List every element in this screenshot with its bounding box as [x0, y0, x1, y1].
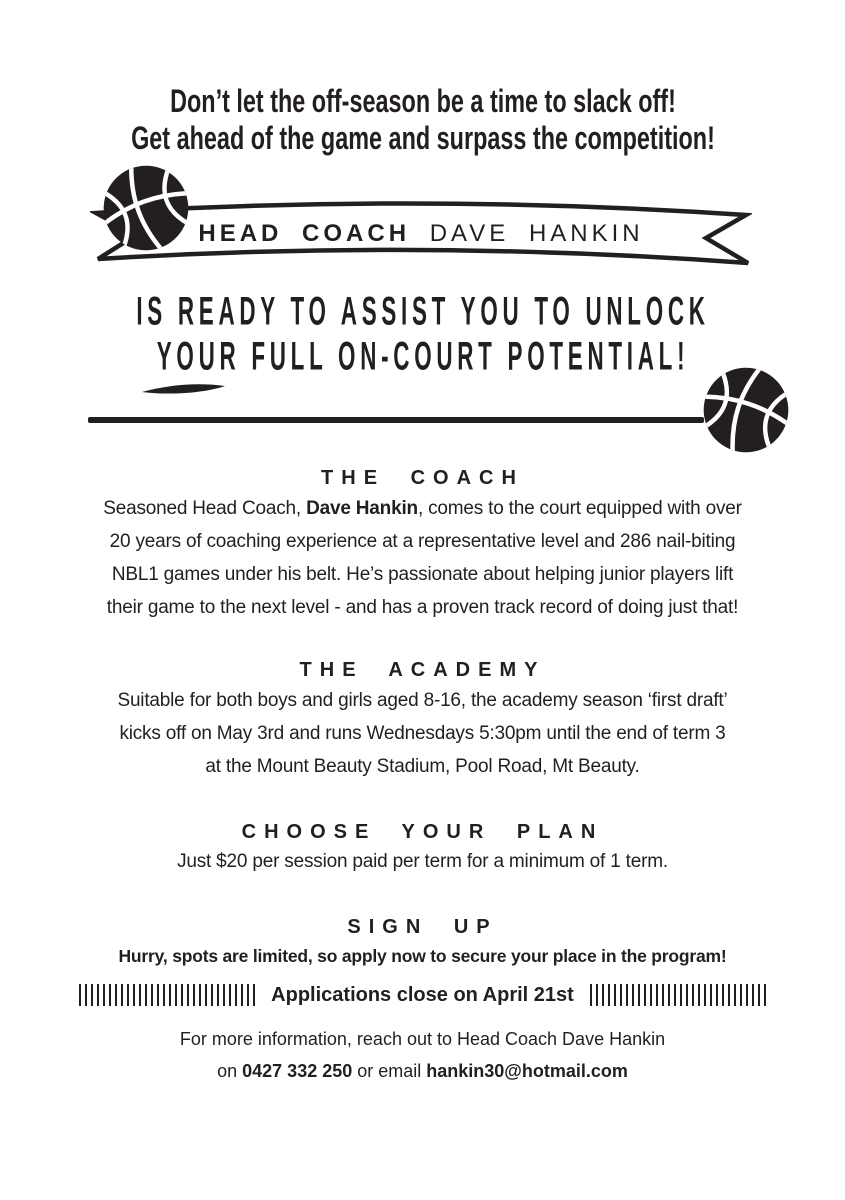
plan-paragraph [0, 845, 845, 878]
signup-urgency-line: Hurry, spots are limited, so apply now to secure your place in the program! [118, 946, 727, 966]
basketball-icon [701, 365, 791, 455]
hero-line-2: YOUR FULL ON-COURT POTENTIAL! [156, 335, 689, 379]
body-line: their game to the next level - and has a proven track record of doing just that! [106, 597, 739, 618]
body-line: kicks off on May 3rd and runs Wednesdays 5:30pm until the end of term 3 [119, 723, 726, 744]
section-heading-plan: CHOOSE YOUR PLAN [241, 821, 604, 843]
headline-line-1: Don’t let the off-season be a time to slack off! [169, 84, 676, 120]
hero-line-1: IS READY TO ASSIST YOU TO UNLOCK [135, 290, 710, 334]
coach-name-bold: Dave Hankin [306, 498, 418, 519]
email-address: hankin30@hotmail.com [426, 1061, 628, 1081]
contact-line-2 [0, 1058, 845, 1084]
body-line: 20 years of coaching experience at a representative level and 286 nail-biting [109, 531, 736, 552]
coach-name-label: DAVE HANKIN [429, 220, 644, 247]
headline-line-2: Get ahead of the game and surpass the competition! [130, 121, 715, 157]
coach-paragraph [0, 492, 845, 624]
contact-line-1: For more information, reach out to Head Coach Dave Hankin [179, 1029, 666, 1049]
contact-mid: or email [352, 1061, 427, 1081]
body-line: Suitable for both boys and girls aged 8-16, the academy season ‘first draft’ [117, 690, 728, 711]
phone-number: 0427 332 250 [242, 1061, 353, 1081]
basketball-icon [101, 163, 191, 253]
applications-deadline: Applications close on April 21st [271, 983, 574, 1006]
head-coach-label: HEAD COACH [198, 220, 411, 247]
contact-pre: on [217, 1061, 243, 1081]
academy-paragraph [0, 684, 845, 783]
section-heading-coach: THE COACH [321, 467, 524, 489]
body-line: NBL1 games under his belt. He’s passionate about helping junior players lift [111, 564, 734, 585]
barcode-left [79, 984, 255, 1006]
section-heading-academy: THE ACADEMY [299, 659, 546, 681]
underline-swoosh-icon [142, 382, 226, 395]
barcode-right [590, 984, 766, 1006]
deadline-row [0, 982, 845, 1008]
body-line [0, 492, 845, 525]
coach-line1-post: , comes to the court equipped with over [417, 498, 742, 519]
coach-line1-pre: Seasoned Head Coach, [103, 498, 307, 519]
section-heading-signup: SIGN UP [347, 916, 498, 938]
body-line: Just $20 per session paid per term for a minimum of 1 term. [177, 851, 668, 872]
divider-rule [88, 417, 704, 423]
body-line: at the Mount Beauty Stadium, Pool Road, Mt Beauty. [205, 756, 640, 777]
